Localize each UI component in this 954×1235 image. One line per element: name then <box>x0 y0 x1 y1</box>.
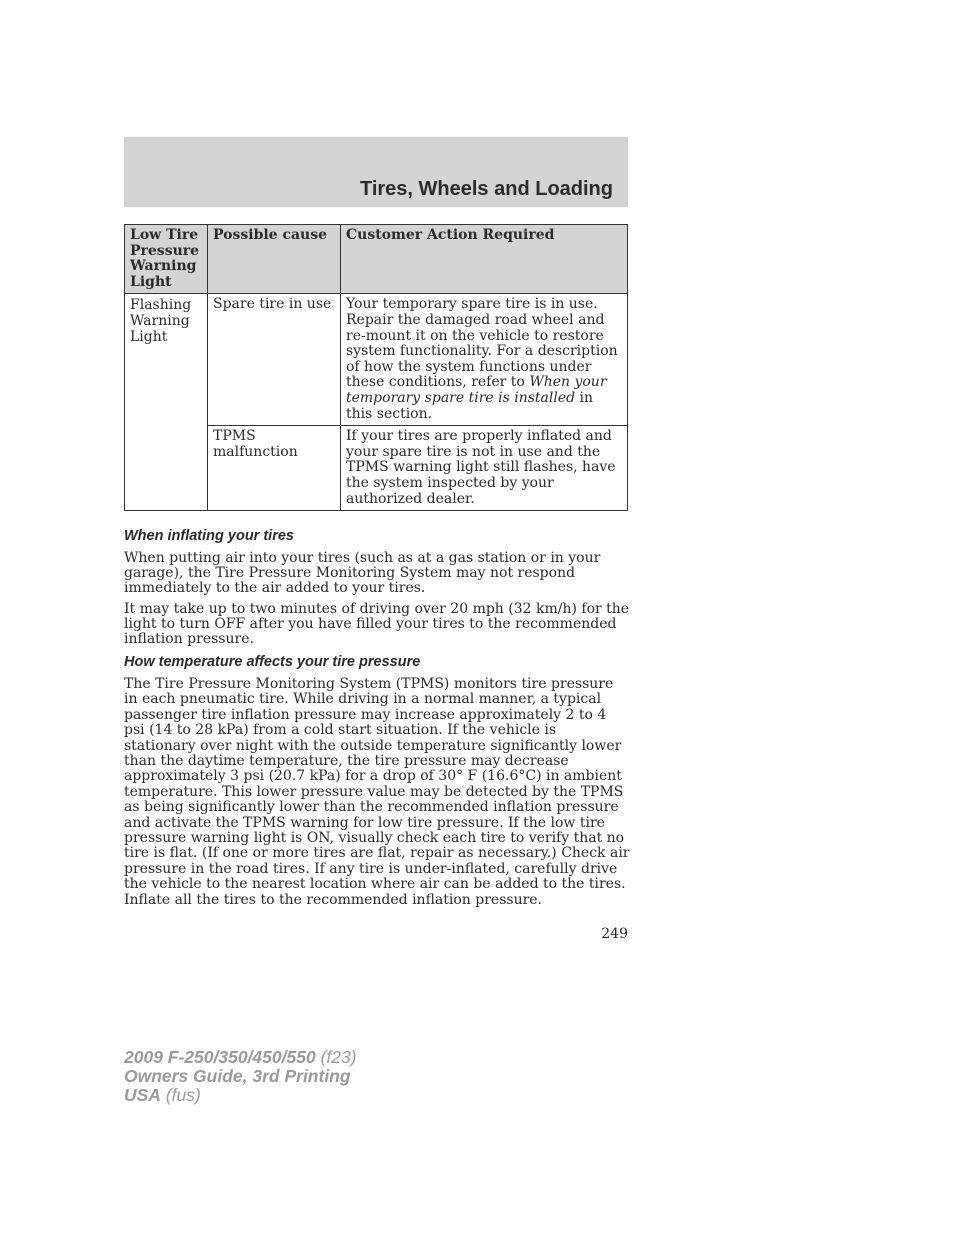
footer-publication-info <box>124 1048 357 1105</box>
footer-line-1 <box>124 1048 357 1067</box>
paragraph-inflating-2: It may take up to two minutes of driving over 20 mph (32 km/h) for the light to turn OFF after you have filled your tires to the recommended inflation pressure. <box>124 601 630 648</box>
column-header-cause: Possible cause <box>208 225 341 294</box>
column-header-light: Low Tire Pressure Warning Light <box>125 225 208 294</box>
table-row <box>125 294 628 426</box>
light-state-cell: Flashing Warning Light <box>125 294 208 511</box>
action-reference: When your temporary spare tire is installed <box>346 374 607 406</box>
action-cell <box>341 294 628 426</box>
tpms-warning-table <box>124 224 628 511</box>
action-cell: If your tires are properly inflated and your spare tire is not in use and the TPMS warning light still flashes, have the system inspected by your authorized dealer. <box>341 426 628 511</box>
page-number: 249 <box>601 926 628 942</box>
action-text-end: in this section. <box>346 389 594 422</box>
heading-temperature: How temperature affects your tire pressure <box>124 654 421 670</box>
section-header-band <box>124 137 628 207</box>
cause-cell: Spare tire in use <box>208 294 341 426</box>
cause-cell: TPMS malfunction <box>208 426 341 511</box>
footer-line-2: Owners Guide, 3rd Printing <box>124 1066 351 1086</box>
action-text: Your temporary spare tire is in use. Repair the damaged road wheel and re-mount it on the vehicle to restore system functionality. For a description of how the system functions under these conditions, refer to <box>346 296 618 391</box>
heading-inflating: When inflating your tires <box>124 528 294 544</box>
footer-model-code: (f23) <box>315 1047 357 1067</box>
footer-market-code: (fus) <box>160 1085 201 1105</box>
footer-line-3 <box>124 1086 357 1105</box>
paragraph-temperature: The Tire Pressure Monitoring System (TPMS) monitors tire pressure in each pneumatic tire. While driving in a normal manner, a typical passenger tire inflation pressure may increase approximately 2 to 4 psi (14 to 28 kPa) from a cold start situation. If the vehicle is stationary over night with the outside temperature significantly lower than the daytime temperature, the tire pressure may decrease approximately 3 psi (20.7 kPa) for a drop of 30° F (16.6°C) in ambient temperature. This lower pressure value may be detected by the TPMS as being significantly lower than the recommended inflation pressure and activate the TPMS warning for low tire pressure. If the low tire pressure warning light is ON, visually check each tire to verify that no tire is flat. (If one or more tires are flat, repair as necessary.) Check air pressure in the road tires. If any tire is under-inflated, carefully drive the vehicle to the nearest location where air can be added to the tires. Inflate all the tires to the recommended inflation pressure. <box>124 676 630 908</box>
table-header-row <box>125 225 628 294</box>
column-header-action: Customer Action Required <box>341 225 628 294</box>
paragraph-inflating-1: When putting air into your tires (such as at a gas station or in your garage), the Tire Pressure Monitoring System may not respond immediately to the air added to your tires. <box>124 550 601 597</box>
footer-market: USA <box>124 1085 161 1105</box>
section-title: Tires, Wheels and Loading <box>359 178 613 200</box>
footer-model: 2009 F-250/350/450/550 <box>124 1047 316 1067</box>
